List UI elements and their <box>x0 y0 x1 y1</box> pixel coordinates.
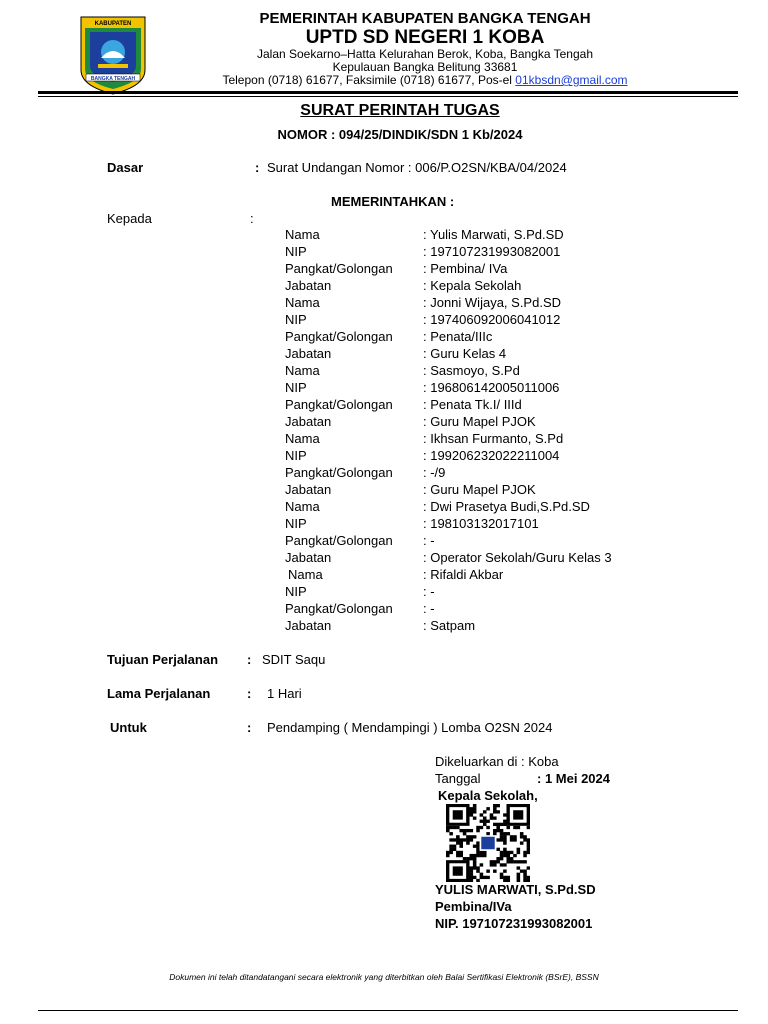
person-nip-value: : 197107231993082001 <box>423 244 561 259</box>
person-field-label: Pangkat/Golongan <box>285 261 393 276</box>
person-jabatan-value: : Operator Sekolah/Guru Kelas 3 <box>423 550 612 565</box>
person-jabatan-value: : Satpam <box>423 618 476 633</box>
header-contact-text: Telepon (0718) 61677, Faksimile (0718) 61677, Pos-el <box>222 73 516 87</box>
signer-rank: Pembina/IVa <box>435 899 512 914</box>
person-pangkat-value: : - <box>423 533 435 548</box>
person-field-label: Pangkat/Golongan <box>285 397 393 412</box>
person-pangkat-value: : Pembina/ IVa <box>423 261 508 276</box>
lama-label: Lama Perjalanan <box>107 686 211 701</box>
issued-at: Dikeluarkan di : Koba <box>435 754 559 769</box>
header-contact <box>190 73 660 87</box>
email-link[interactable]: 01kbsdn@gmail.com <box>515 73 628 87</box>
person-pangkat-value: : - <box>423 601 435 616</box>
person-nip-value: : 199206232022211004 <box>423 448 560 463</box>
header-government: PEMERINTAH KABUPATEN BANGKA TENGAH <box>259 10 591 27</box>
date-label: Tanggal <box>435 771 481 786</box>
person-field-label: Pangkat/Golongan <box>285 329 393 344</box>
person-field-label: Jabatan <box>285 482 332 497</box>
person-nama-value: : Rifaldi Akbar <box>423 567 504 582</box>
person-field-label: Nama <box>285 295 320 310</box>
person-nip-value: : - <box>423 584 435 599</box>
person-field-label: NIP <box>285 448 307 463</box>
qr-center-logo <box>481 837 494 849</box>
person-nip-value: : 196806142005011006 <box>423 380 560 395</box>
person-field-label: Pangkat/Golongan <box>285 465 393 480</box>
letter-title: SURAT PERINTAH TUGAS <box>300 102 500 119</box>
signer-position: Kepala Sekolah, <box>438 788 538 803</box>
person-field-label: Jabatan <box>285 618 332 633</box>
untuk-label: Untuk <box>110 720 147 735</box>
person-field-label: Nama <box>285 227 320 242</box>
person-field-label: NIP <box>285 244 307 259</box>
person-field-label: Jabatan <box>285 346 332 361</box>
person-field-label: NIP <box>285 380 307 395</box>
dasar-label: Dasar <box>107 160 144 175</box>
person-field-label: Pangkat/Golongan <box>285 533 393 548</box>
person-field-label: Pangkat/Golongan <box>285 601 393 616</box>
header-address: Jalan Soekarno–Hatta Kelurahan Berok, Koba, Bangka Tengah <box>256 47 594 61</box>
dasar-value: Surat Undangan Nomor : 006/P.O2SN/KBA/04/2024 <box>267 160 567 175</box>
person-nama-value: : Jonni Wijaya, S.Pd.SD <box>423 295 561 310</box>
person-nama-value: : Sasmoyo, S.Pd <box>423 363 520 378</box>
logo-top-text: KABUPATEN <box>94 21 132 27</box>
person-nip-value: : 197406092006041012 <box>423 312 561 327</box>
person-field-label: Jabatan <box>285 414 332 429</box>
regency-logo <box>78 14 148 96</box>
person-jabatan-value: : Guru Mapel PJOK <box>423 482 536 497</box>
person-field-label: Nama <box>285 363 320 378</box>
logo-banner-text: BANGKA TENGAH <box>90 76 136 82</box>
person-nama-value: : Ikhsan Furmanto, S.Pd <box>423 431 564 446</box>
person-field-label: NIP <box>285 516 307 531</box>
person-field-label: NIP <box>285 584 307 599</box>
header-divider-thin <box>38 96 738 97</box>
lama-colon: : <box>247 686 252 701</box>
person-pangkat-value: : Penata/IIIc <box>423 329 493 344</box>
tujuan-label: Tujuan Perjalanan <box>107 652 219 667</box>
header-address-2: Kepulauan Bangka Belitung 33681 <box>332 60 518 74</box>
lama-value: 1 Hari <box>267 686 302 701</box>
dasar-colon: : <box>255 160 260 175</box>
person-field-label: Jabatan <box>285 278 332 293</box>
tujuan-colon: : <box>247 652 252 667</box>
person-field-label: Jabatan <box>285 550 332 565</box>
untuk-colon: : <box>247 720 252 735</box>
header-divider-thick <box>38 91 738 94</box>
person-pangkat-value: : Penata Tk.I/ IIId <box>423 397 522 412</box>
memerintahkan-heading: MEMERINTAHKAN : <box>331 194 455 209</box>
untuk-value: Pendamping ( Mendampingi ) Lomba O2SN 2024 <box>267 720 553 735</box>
person-nip-value: : 198103132017101 <box>423 516 539 531</box>
person-field-label: Nama <box>288 567 323 582</box>
person-nama-value: : Yulis Marwati, S.Pd.SD <box>423 227 564 242</box>
person-field-label: NIP <box>285 312 307 327</box>
tujuan-value: SDIT Saqu <box>262 652 326 667</box>
person-pangkat-value: : -/9 <box>423 465 446 480</box>
letter-number: NOMOR : 094/25/DINDIK/SDN 1 Kb/2024 <box>277 127 523 142</box>
date-value: : 1 Mei 2024 <box>537 771 610 786</box>
qr-code-signature <box>446 804 530 882</box>
kepada-colon: : <box>250 211 254 226</box>
person-field-label: Nama <box>285 431 320 446</box>
signer-name: YULIS MARWATI, S.Pd.SD <box>435 882 596 897</box>
person-jabatan-value: : Guru Kelas 4 <box>423 346 507 361</box>
person-jabatan-value: : Guru Mapel PJOK <box>423 414 536 429</box>
footer-divider <box>38 1010 738 1011</box>
electronic-signature-note: Dokumen ini telah ditandatangani secara elektronik yang diterbitkan oleh Balai Sertifikasi Elektronik (BSrE), BSSN <box>169 972 599 982</box>
kepada-label: Kepada <box>107 211 152 226</box>
person-nama-value: : Dwi Prasetya Budi,S.Pd.SD <box>423 499 590 514</box>
signer-nip: NIP. 197107231993082001 <box>435 916 593 931</box>
person-jabatan-value: : Kepala Sekolah <box>423 278 522 293</box>
header-school: UPTD SD NEGERI 1 KOBA <box>305 27 545 48</box>
person-field-label: Nama <box>285 499 320 514</box>
